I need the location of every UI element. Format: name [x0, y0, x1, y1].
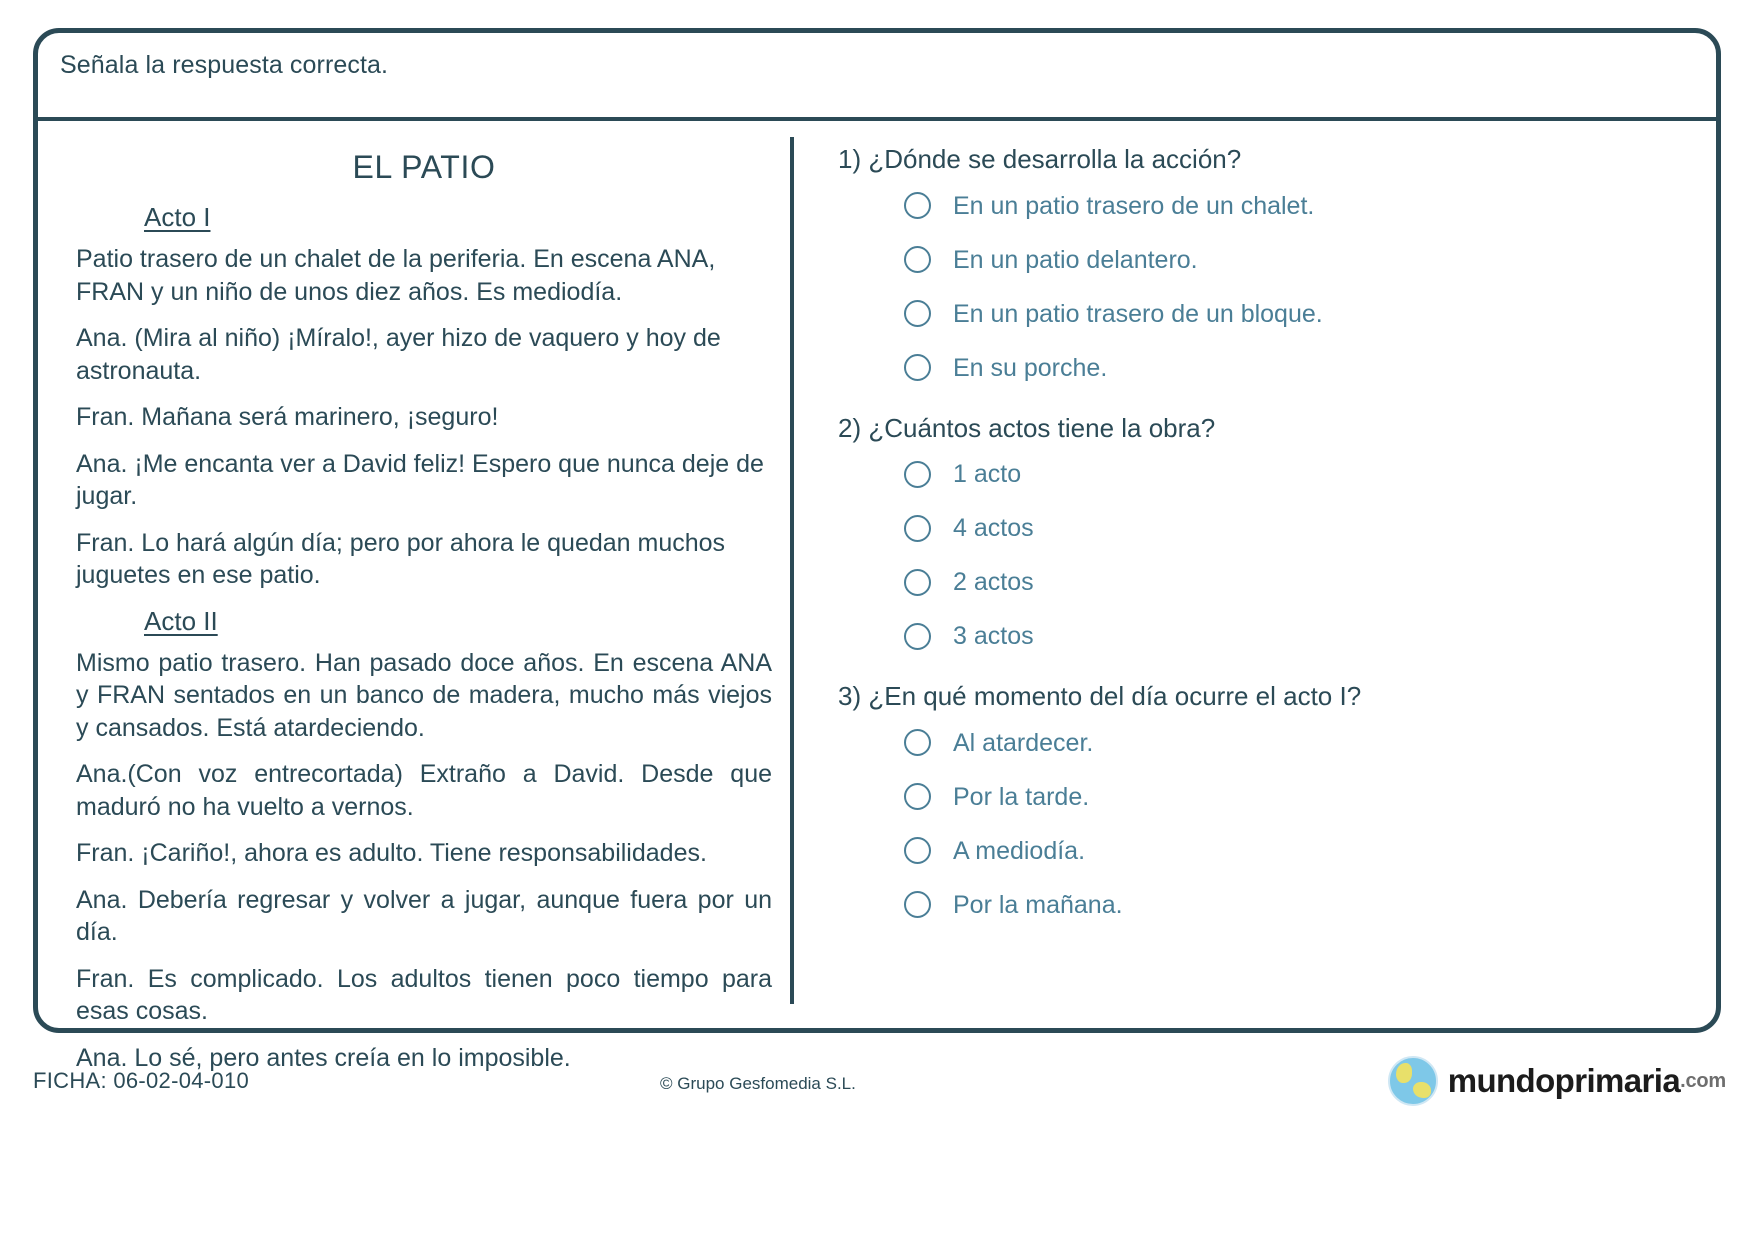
radio-button-icon[interactable] — [904, 783, 931, 810]
act-two-paragraph: Ana.(Con voz entrecortada) Extraño a David. Desde que maduró no ha vuelto a vernos. — [76, 760, 772, 821]
question-2-option-3[interactable] — [904, 558, 1696, 606]
act-one-paragraph: Ana. (Mira al niño) ¡Míralo!, ayer hizo de vaquero y hoy de astronauta. — [76, 324, 721, 385]
radio-button-icon[interactable] — [904, 891, 931, 918]
page-footer — [0, 1050, 1754, 1130]
question-2-option-4[interactable] — [904, 612, 1696, 660]
option-label: Al atardecer. — [953, 728, 1094, 757]
worksheet-body — [38, 121, 1716, 1072]
option-label: A mediodía. — [953, 836, 1086, 865]
option-label: 1 acto — [953, 460, 1022, 488]
question-2-option-1[interactable] — [904, 450, 1696, 498]
question-1-text: 1) ¿Dónde se desarrolla la acción? — [838, 144, 1242, 174]
option-label: 3 actos — [953, 622, 1034, 650]
act-one-paragraph: Ana. ¡Me encanta ver a David feliz! Espero que nunca deje de jugar. — [76, 449, 764, 510]
question-3-block — [838, 680, 1696, 929]
radio-button-icon[interactable] — [904, 246, 931, 273]
worksheet-frame — [33, 28, 1721, 1072]
act-one-paragraph: Fran. Lo hará algún día; pero por ahora le quedan muchos juguetes en ese patio. — [76, 528, 726, 589]
question-2-block — [838, 412, 1696, 661]
question-3-option-4[interactable] — [904, 881, 1696, 929]
radio-button-icon[interactable] — [904, 354, 931, 381]
option-label: Por la mañana. — [953, 890, 1123, 919]
question-1-option-3[interactable] — [904, 290, 1696, 338]
radio-button-icon[interactable] — [904, 515, 931, 542]
radio-button-icon[interactable] — [904, 569, 931, 596]
question-2-option-2[interactable] — [904, 504, 1696, 552]
act-two-paragraph: Ana. Debería regresar y volver a jugar, aunque fuera por un día. — [76, 885, 772, 946]
question-2-text: 2) ¿Cuántos actos tiene la obra? — [838, 412, 1216, 443]
logo-tld: .com — [1680, 1069, 1726, 1092]
option-label: En un patio delantero. — [953, 245, 1198, 274]
radio-button-icon[interactable] — [904, 729, 931, 756]
question-1-option-4[interactable] — [904, 344, 1696, 392]
option-label: 4 actos — [953, 514, 1034, 542]
act-two-paragraph: Mismo patio trasero. Han pasado doce años. En escena ANA y FRAN sentados en un banco de madera, mucho más viejos y cansados. Está atardeciendo. — [76, 648, 772, 742]
instruction-bar — [38, 33, 1716, 121]
radio-button-icon[interactable] — [904, 300, 931, 327]
play-title: EL PATIO — [352, 149, 496, 185]
act-one-paragraph: Patio trasero de un chalet de la periferia. En escena ANA, FRAN y un niño de unos diez años. Es mediodía. — [76, 245, 716, 306]
act-two-paragraph: Fran. ¡Cariño!, ahora es adulto. Tiene responsabilidades. — [76, 839, 707, 867]
copyright-text: © Grupo Gesfomedia S.L. — [660, 1074, 856, 1093]
act-one-heading: Acto I — [144, 202, 211, 232]
radio-button-icon[interactable] — [904, 623, 931, 650]
questions-column — [794, 121, 1716, 1028]
option-label: En un patio trasero de un bloque. — [953, 299, 1323, 328]
option-label: En su porche. — [953, 353, 1108, 382]
reading-passage-column — [38, 121, 790, 1072]
option-label: En un patio trasero de un chalet. — [953, 191, 1315, 220]
act-two-heading: Acto II — [144, 605, 218, 636]
radio-button-icon[interactable] — [904, 837, 931, 864]
mundoprimaria-logo — [1388, 1056, 1726, 1106]
act-one-paragraph: Fran. Mañana será marinero, ¡seguro! — [76, 403, 499, 431]
question-1-block — [838, 143, 1696, 392]
logo-wordmark: mundoprimaria — [1447, 1062, 1681, 1099]
question-1-option-1[interactable] — [904, 182, 1696, 230]
act-two-paragraph: Fran. Es complicado. Los adultos tienen poco tiempo para esas cosas. — [76, 964, 772, 1025]
question-3-option-2[interactable] — [904, 773, 1696, 821]
question-1-option-2[interactable] — [904, 236, 1696, 284]
option-label: Por la tarde. — [953, 782, 1090, 811]
option-label: 2 actos — [953, 568, 1034, 596]
globe-icon — [1388, 1056, 1438, 1106]
question-3-option-1[interactable] — [904, 719, 1696, 767]
question-3-text: 3) ¿En qué momento del día ocurre el acto I? — [838, 681, 1362, 711]
ficha-code: FICHA: 06-02-04-010 — [33, 1068, 250, 1093]
radio-button-icon[interactable] — [904, 192, 931, 219]
question-3-option-3[interactable] — [904, 827, 1696, 875]
act-two-paragraph: Ana. Lo sé, pero antes creía en lo imposible. — [76, 1043, 571, 1072]
radio-button-icon[interactable] — [904, 461, 931, 488]
instruction-text: Señala la respuesta correcta. — [60, 51, 389, 79]
